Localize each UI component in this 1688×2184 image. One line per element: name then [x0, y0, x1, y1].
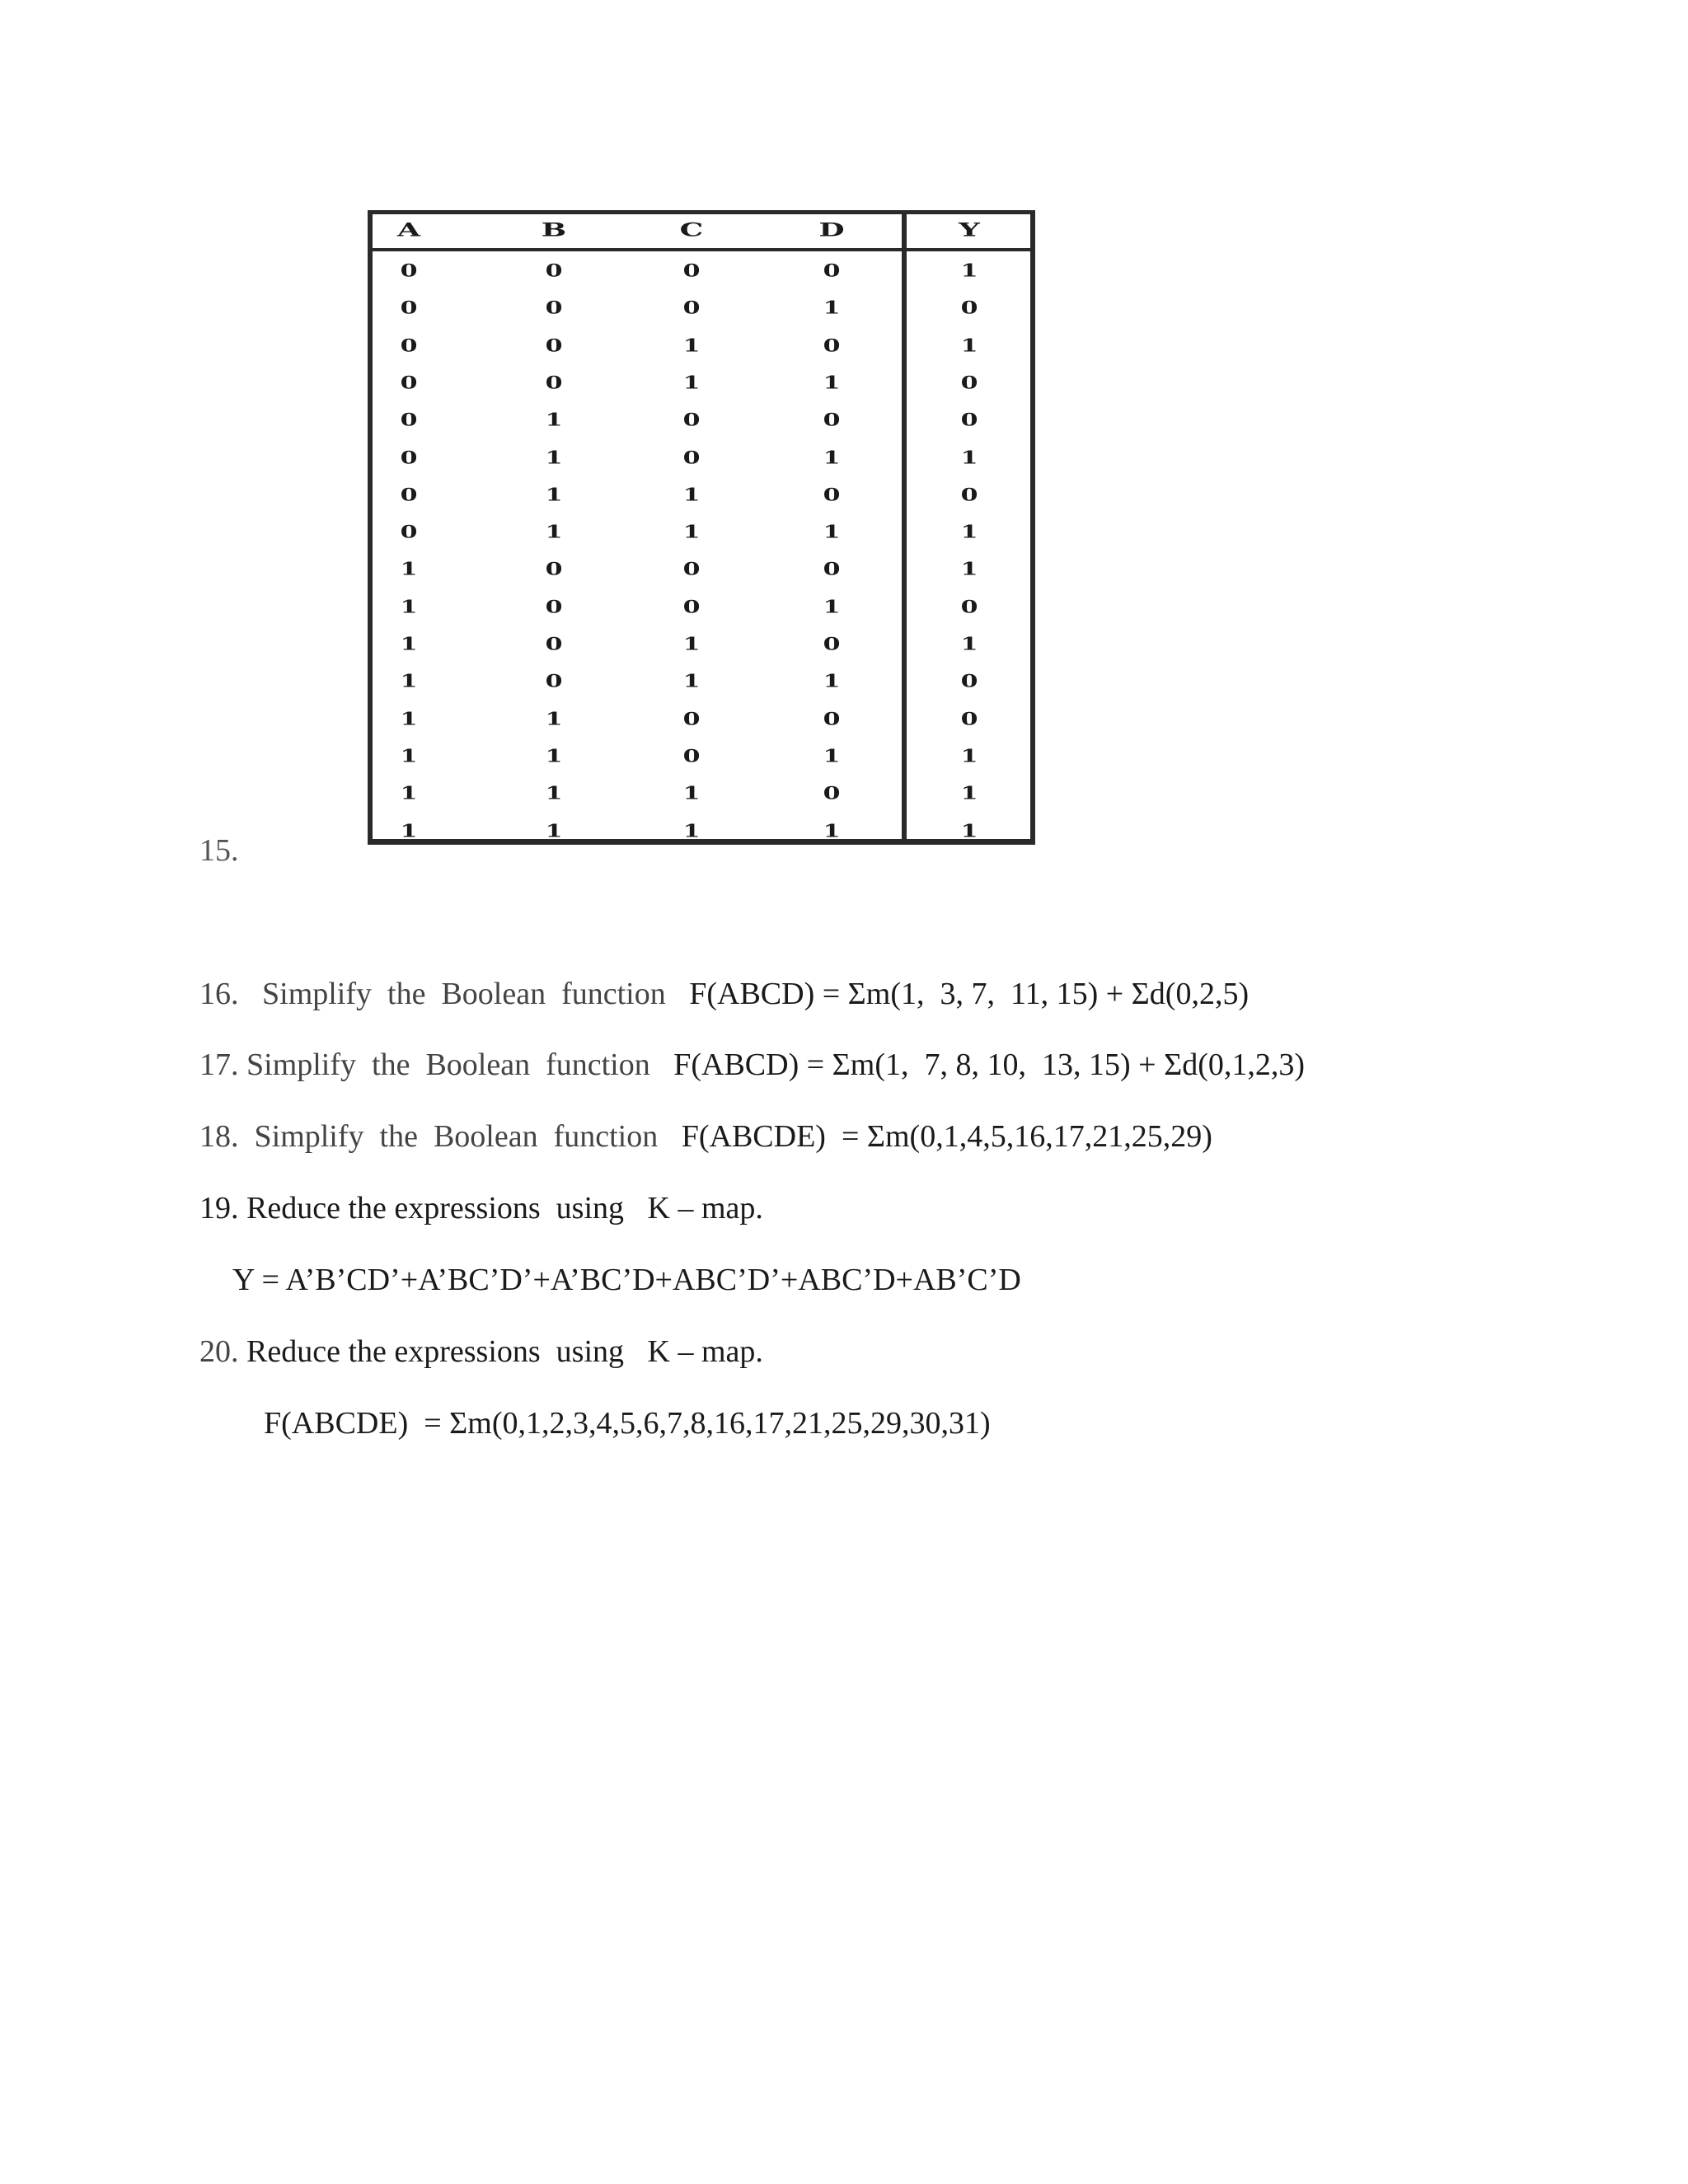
- truth-table-cell: 1: [400, 671, 418, 692]
- truth-table-cell: 1: [823, 596, 841, 617]
- question-20-number: 20.: [199, 1334, 239, 1369]
- truth-table-cell: 1: [823, 522, 841, 543]
- truth-table-output-divider: [902, 210, 907, 845]
- truth-table-cell: 0: [823, 634, 841, 655]
- question-17: [199, 1045, 1305, 1085]
- truth-table-cell: 0: [400, 298, 418, 319]
- truth-table-cell: 1: [545, 447, 563, 468]
- truth-table-cell: 0: [682, 745, 701, 767]
- truth-table-cell: 0: [823, 783, 841, 804]
- truth-table-cell: 0: [545, 298, 563, 319]
- truth-table-cell: 1: [823, 820, 841, 841]
- truth-table-cell: 1: [823, 447, 841, 468]
- truth-table-cell: 1: [400, 596, 418, 617]
- truth-table-cell: 1: [682, 372, 701, 394]
- truth-table-cell: 1: [545, 783, 563, 804]
- truth-table-cell: 0: [823, 335, 841, 356]
- truth-table-cell: 1: [400, 708, 418, 729]
- truth-table-cell: 0: [400, 484, 418, 506]
- question-15-number: 15.: [199, 833, 239, 868]
- truth-table-cell: 0: [682, 708, 701, 729]
- truth-table-cell: 0: [400, 522, 418, 543]
- truth-table-cell: 1: [960, 335, 978, 356]
- truth-table-cell: 1: [960, 820, 978, 841]
- truth-table-cell: 0: [823, 260, 841, 282]
- truth-table-cell: 1: [960, 260, 978, 282]
- truth-table-header-b: B: [541, 218, 567, 241]
- question-16-lead: 16. Simplify the Boolean function: [199, 977, 690, 1011]
- truth-table-cell: 0: [960, 484, 978, 506]
- question-16-expression: F(ABCD) = Σm(1, 3, 7, 11, 15) + Σd(0,2,5): [689, 977, 1250, 1011]
- truth-table-cell: 1: [400, 745, 418, 767]
- truth-table-cell: 0: [545, 372, 563, 394]
- truth-table-cell: 1: [960, 745, 978, 767]
- truth-table-cell: 0: [823, 559, 841, 580]
- truth-table-cell: 1: [960, 783, 978, 804]
- truth-table-header-a: A: [397, 218, 420, 241]
- truth-table-cell: 1: [823, 671, 841, 692]
- truth-table-cell: 1: [960, 634, 978, 655]
- truth-table-cell: 0: [682, 260, 701, 282]
- truth-table-cell: 1: [545, 410, 563, 431]
- question-19: 19. Reduce the expressions using K – map.: [199, 1191, 763, 1226]
- truth-table-cell: 1: [545, 522, 563, 543]
- truth-table-cell: 0: [682, 298, 701, 319]
- truth-table-cell: 1: [545, 708, 563, 729]
- truth-table-cell: 1: [400, 559, 418, 580]
- question-17-lead: 17. Simplify the Boolean function: [199, 1047, 674, 1082]
- truth-table-cell: 0: [960, 372, 978, 394]
- truth-table-cell: 0: [400, 260, 418, 282]
- truth-table-cell: 0: [682, 559, 701, 580]
- truth-table-cell: 0: [960, 671, 978, 692]
- truth-table-cell: 1: [400, 634, 418, 655]
- truth-table-cell: 0: [682, 447, 701, 468]
- truth-table-cell: 0: [960, 708, 978, 729]
- truth-table-cell: 1: [682, 820, 701, 841]
- truth-table-header-rule: [373, 248, 1030, 251]
- truth-table-cell: 1: [400, 783, 418, 804]
- truth-table-cell: 1: [400, 820, 418, 841]
- question-20-expression: F(ABCDE) = Σm(0,1,2,3,4,5,6,7,8,16,17,21,25,29,30,31): [264, 1406, 991, 1441]
- truth-table-cell: 1: [682, 783, 701, 804]
- question-17-expression: F(ABCD) = Σm(1, 7, 8, 10, 13, 15) + Σd(0,1,2,3): [673, 1047, 1306, 1082]
- truth-table-cell: 0: [823, 410, 841, 431]
- question-18: [199, 1117, 1212, 1156]
- question-20-text: Reduce the expressions using K – map.: [238, 1334, 763, 1369]
- question-18-expression: F(ABCDE) = Σm(0,1,4,5,16,17,21,25,29): [681, 1119, 1212, 1154]
- truth-table-cell: 1: [960, 447, 978, 468]
- truth-table-header-d: D: [818, 218, 845, 241]
- truth-table-cell: 1: [823, 298, 841, 319]
- truth-table-cell: 0: [545, 335, 563, 356]
- truth-table-cell: 0: [545, 260, 563, 282]
- truth-table-cell: 0: [400, 335, 418, 356]
- truth-table: [368, 210, 1035, 845]
- truth-table-cell: 1: [823, 745, 841, 767]
- truth-table-cell: 0: [960, 298, 978, 319]
- truth-table-cell: 1: [545, 484, 563, 506]
- question-16: [199, 974, 1249, 1014]
- question-18-lead: 18. Simplify the Boolean function: [199, 1119, 682, 1154]
- truth-table-cell: 0: [400, 372, 418, 394]
- truth-table-cell: 1: [823, 372, 841, 394]
- truth-table-cell: 1: [545, 820, 563, 841]
- truth-table-cell: 1: [682, 484, 701, 506]
- truth-table-cell: 0: [545, 671, 563, 692]
- truth-table-cell: 0: [682, 596, 701, 617]
- truth-table-cell: 1: [682, 671, 701, 692]
- truth-table-cell: 0: [400, 410, 418, 431]
- truth-table-cell: 1: [682, 335, 701, 356]
- truth-table-cell: 0: [960, 410, 978, 431]
- truth-table-cell: 1: [545, 745, 563, 767]
- truth-table-cell: 0: [823, 708, 841, 729]
- truth-table-cell: 0: [682, 410, 701, 431]
- truth-table-cell: 0: [545, 634, 563, 655]
- truth-table-cell: 1: [682, 522, 701, 543]
- question-20: [199, 1332, 763, 1371]
- truth-table-cell: 0: [960, 596, 978, 617]
- truth-table-cell: 0: [545, 596, 563, 617]
- truth-table-header-y: Y: [959, 218, 980, 241]
- truth-table-cell: 1: [960, 559, 978, 580]
- truth-table-cell: 1: [682, 634, 701, 655]
- truth-table-cell: 1: [960, 522, 978, 543]
- truth-table-cell: 0: [823, 484, 841, 506]
- truth-table-header-c: C: [679, 218, 704, 241]
- truth-table-cell: 0: [545, 559, 563, 580]
- truth-table-cell: 0: [400, 447, 418, 468]
- question-19-expression: Y = A’B’CD’+A’BC’D’+A’BC’D+ABC’D’+ABC’D+AB’C’D: [232, 1263, 1021, 1297]
